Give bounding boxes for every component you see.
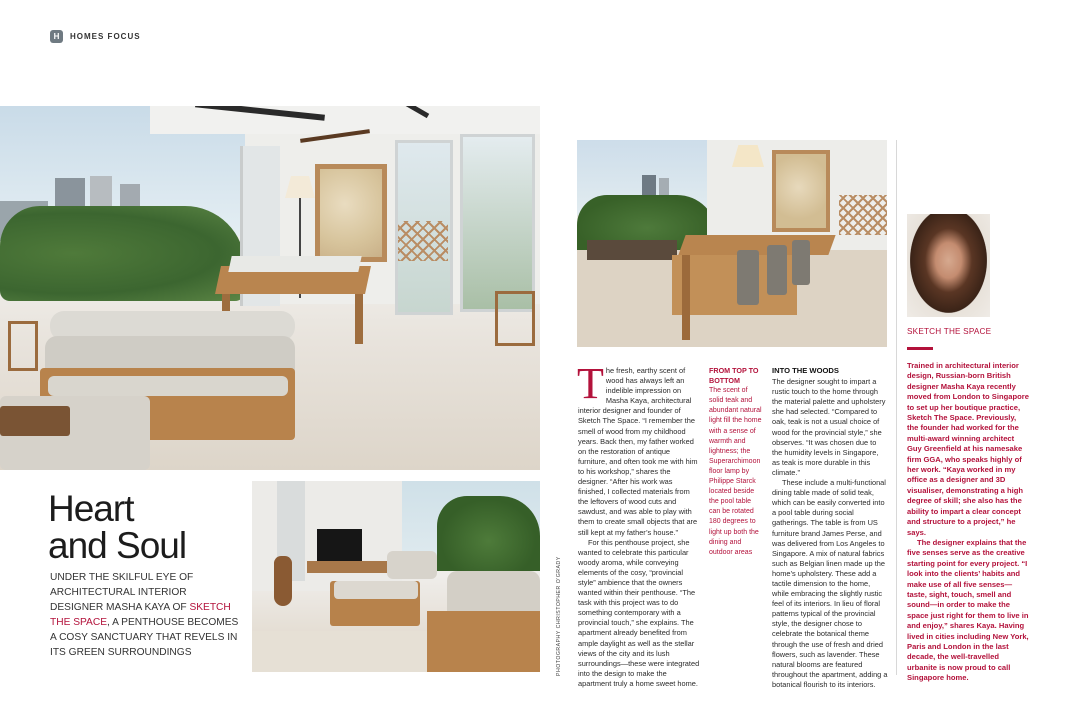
subheading: INTO THE WOODS [772,366,839,375]
caption-heading: FROM TOP TO BOTTOM [709,366,759,386]
sidebar-paragraph: The designer explains that the five senses serve as the creative starting point for every project. “I look into the clients’ habits and make use of all five senses—taste, sight, touch, smell and sound—in order to make the space just right for them to live in and enjoy,” shares Kaya. Having lived in cities including New York, Paris and London in the last decade, the well-travelled urbanite is now proud to call Singapore home. [907,537,1029,683]
column-divider [896,140,897,675]
photo-credit: PHOTOGRAPHY CHRISTOPHER O'GRADY [556,556,562,676]
body-paragraph: The designer sought to impart a rustic touch to the home through the material palette and upholstery she had selected. “Compared to oak, teak is not a usual choice of wood for the provincial style,” she observes. “It was chosen due to the humidity levels in Singapore, as teak is more durable in this climate.” [772,377,886,477]
deck-highlight: SKETCH THE SPACE [50,602,231,628]
living-room-photo [0,106,540,470]
sidebar-rule [907,347,933,350]
section-name: HOMES FOCUS [70,32,141,41]
dining-room-photo [577,140,887,347]
article-title [48,490,186,564]
section-header [50,30,141,43]
magazine-logo-icon: H [50,30,63,43]
deck-text-before: UNDER THE SKILFUL EYE OF ARCHITECTURAL INTERIOR DESIGNER MASHA KAYA OF [50,572,194,613]
body-column-1 [577,359,700,689]
body-column-2 [772,366,888,690]
sidebar-label: SKETCH THE SPACE [907,327,992,336]
body-paragraph: These include a multi-functional dining table made of solid teak, which can be easily converted into a pool table during social gatherings. The table is from US furniture brand James Perse, and was delivered from Los Angeles to Singapore. A mix of natural fabrics such as Belgian linen made up the home’s upholstery. These add a tactile dimension to the home, while embracing the slightly rustic feel of its interiors. In lieu of floral patterns typical of the provincial style, the designer chose to celebrate the botanical theme through the use of fresh and dried flowers, such as lavender. These natural blooms are featured throughout the apartment, adding a botanical flourish to its interiors. [772,478,888,689]
title-line-1: Heart [48,488,134,529]
sidebar-text [907,361,1029,684]
caption-text: The scent of solid teak and abundant natural light fill the home with a sense of warmth and lightness; the Superarchimoon floor lamp by Philippe Starck located beside the pool table can be rotated 180 degrees to light up both the dining and outdoor areas [709,387,762,556]
body-paragraph: The fresh, earthy scent of wood has always left an indelible impression on Masha Kaya, architectural interior designer and founder of Sketch The Space. “I remember the smell of wood from my childhood years. Back then, my father worked on the restoration of antique furniture, and often took me with him to his workshop,” shares the designer. “After his work was finished, I collected materials from the leftovers of wood cuts and sawdust, and was able to play with them to create small objects that are still kept at my father’s house.” [577,359,698,537]
drop-cap: T [577,359,604,408]
photo-caption [709,366,763,558]
sidebar-paragraph: Trained in architectural interior design, Russian-born British designer Masha Kaya recently moved from London to Singapore to set up her boutique practice, Sketch The Space. Previously, the founder had worked for the multi-award winning architect Guy Greenfield at his namesake firm GGA, who speaks highly of her work. “Kaya worked in my office as a designer and 3D visualiser, demonstrating a high degree of skill; she also has the ability to impart a clear concept and structure to a project,” he says. [907,361,1029,537]
article-deck [50,570,240,660]
title-line-2: and Soul [48,525,187,566]
lounge-photo [252,481,540,672]
designer-portrait [907,214,990,317]
body-paragraph: For this penthouse project, she wanted to celebrate this particular woody aroma, while conveying elements of the cosy, “provincial style” ambience that the owners wanted within their penthouse. “The task with this project was to do something contemporary with a provincial touch,” she explains. The apartment already benefited from ample daylight as well as the stellar views of the city and its lush surroundings—these were integrated into the design to make the apartment truly a home sweet home. [578,537,700,688]
deck-text-after: , A PENTHOUSE BECOMES A COSY SANCTUARY THAT REVELS IN ITS GREEN SURROUNDINGS [50,617,239,658]
